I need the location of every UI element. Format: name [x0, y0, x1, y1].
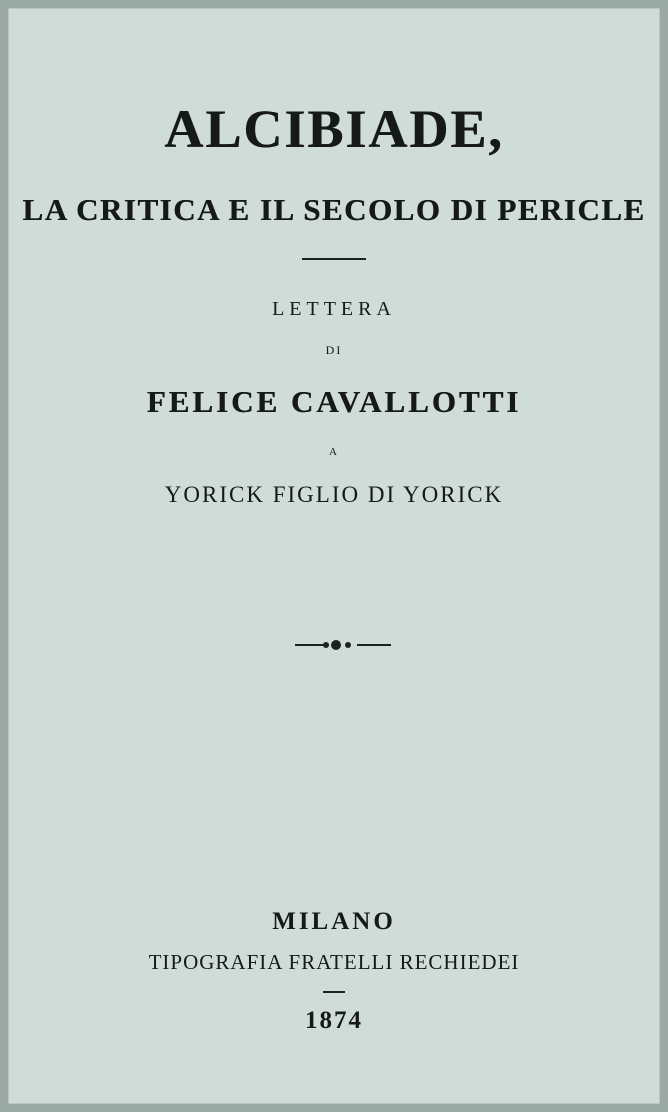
page-title: ALCIBIADE, [164, 99, 504, 159]
ornament-bar-right [357, 644, 391, 646]
imprint-divider-rule [323, 991, 345, 993]
page-subtitle: LA CRITICA E IL SECOLO DI PERICLE [22, 191, 646, 227]
author-name: FELICE CAVALLOTTI [146, 383, 522, 419]
dedication-preposition: A [329, 445, 339, 458]
title-page-content [9, 9, 659, 1103]
ornament-dot-left [323, 642, 329, 648]
work-kind-label: LETTERA [272, 297, 396, 320]
imprint-year: 1874 [305, 1007, 363, 1034]
imprint-block [9, 908, 659, 1035]
ornament-dot-center [331, 640, 341, 650]
imprint-printer: TIPOGRAFIA FRATELLI RECHIEDEI [148, 950, 520, 974]
title-page [8, 8, 660, 1104]
byline-preposition: DI [325, 342, 343, 357]
ornament-dot-right [345, 642, 351, 648]
ornament-divider-icon [9, 638, 659, 652]
imprint-city: MILANO [272, 908, 396, 935]
divider-rule [302, 258, 366, 260]
dedicatee-name: YORICK FIGLIO DI YORICK [164, 481, 504, 507]
